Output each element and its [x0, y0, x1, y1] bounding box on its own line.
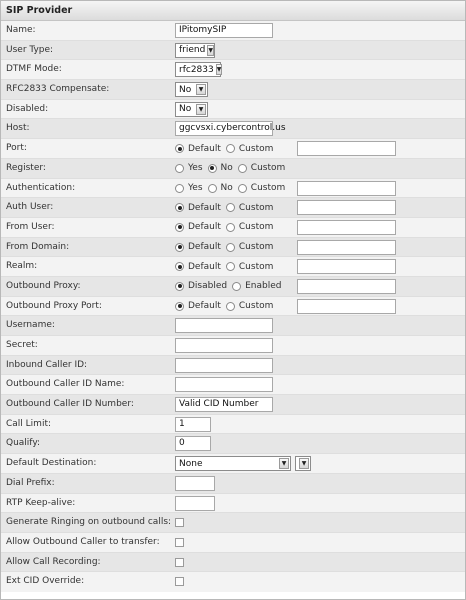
authentication-custom-label: Custom	[250, 183, 286, 193]
register-custom-label: Custom	[250, 163, 286, 174]
from-user-default-label: Default	[188, 222, 221, 233]
chevron-down-icon: ▼	[299, 458, 309, 469]
port-default-radio[interactable]	[175, 144, 184, 153]
row-dial-prefix	[1, 474, 465, 494]
outbound-proxy-label: Outbound Proxy:	[6, 280, 81, 291]
panel-title: SIP Provider	[1, 1, 465, 21]
row-outbound-proxy-port	[1, 297, 465, 317]
row-auth-user	[1, 198, 465, 218]
row-rtp-keep-alive	[1, 494, 465, 514]
row-generate-ringing	[1, 513, 465, 533]
row-authentication	[1, 179, 465, 199]
realm-default-label: Default	[188, 261, 221, 272]
from-user-custom-label: Custom	[238, 222, 274, 233]
dial-prefix-label: Dial Prefix:	[6, 477, 55, 488]
realm-custom-radio[interactable]	[226, 262, 235, 271]
row-allow-call-recording	[1, 553, 465, 573]
from-domain-default-radio[interactable]	[175, 243, 184, 252]
outbound-proxy-port-default-label: Default	[188, 301, 221, 312]
outbound-proxy-port-custom-label: Custom	[238, 301, 274, 312]
row-from-user	[1, 218, 465, 238]
outbound-caller-id-number-input[interactable]: Valid CID Number	[175, 397, 273, 412]
from-user-label: From User:	[6, 221, 55, 232]
from-domain-default-label: Default	[188, 242, 221, 253]
port-label: Port:	[6, 143, 27, 154]
chevron-down-icon: ▼	[216, 66, 222, 74]
secret-input[interactable]	[175, 338, 273, 353]
auth-user-custom-radio[interactable]	[226, 203, 235, 212]
register-yes-radio[interactable]	[175, 164, 184, 173]
disabled-select[interactable]	[175, 102, 208, 117]
dial-prefix-input[interactable]	[175, 476, 215, 491]
outbound-proxy-port-label: Outbound Proxy Port:	[6, 300, 102, 311]
outbound-caller-id-name-input[interactable]	[175, 377, 273, 392]
name-input[interactable]: IPitomySIP	[175, 23, 273, 38]
secret-label: Secret:	[6, 340, 38, 350]
qualify-input[interactable]: 0	[175, 436, 211, 451]
outbound-caller-id-number-label: Outbound Caller ID Number:	[6, 399, 134, 410]
allow-outbound-transfer-checkbox[interactable]	[175, 538, 184, 547]
generate-ringing-checkbox[interactable]	[175, 518, 184, 527]
row-user-type	[1, 41, 465, 61]
rfc2833-compensate-select[interactable]	[175, 82, 208, 97]
user-type-label: User Type:	[6, 44, 54, 55]
row-username	[1, 316, 465, 336]
register-yes-label: Yes	[188, 163, 203, 174]
row-realm	[1, 257, 465, 277]
realm-custom-label: Custom	[238, 261, 274, 272]
rfc2833-compensate-value: No	[179, 84, 192, 95]
row-from-domain	[1, 238, 465, 258]
port-custom-radio[interactable]	[226, 144, 235, 153]
chevron-down-icon: ▼	[279, 458, 289, 469]
outbound-proxy-disabled-label: Disabled	[188, 281, 228, 292]
auth-user-custom-label: Custom	[238, 202, 274, 213]
inbound-caller-id-label: Inbound Caller ID:	[6, 359, 88, 370]
realm-custom-input[interactable]	[297, 259, 396, 274]
realm-label: Realm:	[6, 261, 38, 272]
row-dtmf-mode	[1, 60, 465, 80]
ext-cid-override-label: Ext CID Override:	[6, 576, 85, 587]
qualify-label: Qualify:	[6, 438, 41, 449]
register-no-label: No	[220, 163, 233, 174]
row-qualify	[1, 434, 465, 454]
row-allow-outbound-transfer	[1, 533, 465, 553]
user-type-value: friend	[179, 45, 206, 56]
chevron-down-icon: ▼	[208, 46, 213, 54]
chevron-down-icon: ▼	[196, 104, 206, 115]
register-no-radio[interactable]	[208, 164, 217, 173]
row-rfc2833-compensate	[1, 80, 465, 100]
default-destination-label: Default Destination:	[6, 458, 97, 469]
authentication-yes-label: Yes	[188, 183, 203, 193]
authentication-yes-radio[interactable]	[175, 184, 184, 193]
ext-cid-override-checkbox[interactable]	[175, 577, 184, 586]
disabled-value: No	[179, 104, 192, 115]
outbound-caller-id-name-label: Outbound Caller ID Name:	[6, 379, 125, 390]
host-label: Host:	[6, 123, 30, 134]
name-label: Name:	[6, 25, 36, 35]
user-type-select[interactable]	[175, 43, 215, 58]
from-domain-custom-radio[interactable]	[226, 243, 235, 252]
row-disabled	[1, 100, 465, 120]
host-input[interactable]: ggcvsxi.cybercontrol.us	[175, 121, 273, 136]
auth-user-custom-input[interactable]	[297, 200, 396, 215]
rtp-keep-alive-input[interactable]	[175, 496, 215, 511]
row-outbound-caller-id-number	[1, 395, 465, 415]
default-destination-secondary-select[interactable]	[295, 456, 311, 471]
call-limit-label: Call Limit:	[6, 418, 52, 429]
chevron-down-icon: ▼	[196, 84, 206, 95]
auth-user-default-radio[interactable]	[175, 203, 184, 212]
authentication-custom-input[interactable]	[297, 181, 396, 196]
outbound-proxy-port-custom-radio[interactable]	[226, 302, 235, 311]
from-user-default-radio[interactable]	[175, 223, 184, 232]
allow-outbound-transfer-label: Allow Outbound Caller to transfer:	[6, 536, 160, 547]
disabled-label: Disabled:	[6, 103, 49, 114]
from-user-custom-input[interactable]	[297, 220, 396, 235]
dtmf-mode-label: DTMF Mode:	[6, 64, 62, 75]
row-host	[1, 119, 465, 139]
outbound-proxy-port-default-radio[interactable]	[175, 302, 184, 311]
dtmf-mode-value: rfc2833	[179, 64, 214, 75]
default-destination-value: None	[179, 458, 203, 469]
allow-call-recording-label: Allow Call Recording:	[6, 556, 101, 567]
register-label: Register:	[6, 162, 46, 173]
from-user-custom-radio[interactable]	[226, 223, 235, 232]
outbound-proxy-input[interactable]	[297, 279, 396, 294]
allow-call-recording-checkbox[interactable]	[175, 558, 184, 567]
row-outbound-caller-id-name	[1, 375, 465, 395]
row-name	[1, 21, 465, 41]
authentication-label: Authentication:	[6, 182, 76, 193]
outbound-proxy-port-custom-input[interactable]	[297, 299, 396, 314]
row-call-limit	[1, 415, 465, 435]
rtp-keep-alive-label: RTP Keep-alive:	[6, 497, 76, 508]
row-register	[1, 159, 465, 179]
from-domain-custom-input[interactable]	[297, 240, 396, 255]
auth-user-label: Auth User:	[6, 202, 54, 213]
from-domain-custom-label: Custom	[238, 242, 274, 253]
row-inbound-caller-id	[1, 356, 465, 376]
port-custom-input[interactable]	[297, 141, 396, 156]
row-secret	[1, 336, 465, 356]
register-custom-radio[interactable]	[238, 164, 247, 173]
port-default-label: Default	[188, 143, 221, 154]
authentication-custom-radio[interactable]	[238, 184, 247, 193]
generate-ringing-label: Generate Ringing on outbound calls:	[6, 517, 172, 528]
rfc2833-compensate-label: RFC2833 Compensate:	[6, 84, 110, 95]
from-domain-label: From Domain:	[6, 241, 70, 252]
realm-default-radio[interactable]	[175, 262, 184, 271]
inbound-caller-id-input[interactable]	[175, 358, 273, 373]
username-input[interactable]	[175, 318, 273, 333]
outbound-proxy-disabled-radio[interactable]	[175, 282, 184, 291]
default-destination-select[interactable]	[175, 456, 291, 471]
row-default-destination	[1, 454, 465, 474]
outbound-proxy-enabled-label: Enabled	[245, 281, 282, 292]
authentication-no-label: No	[220, 183, 233, 193]
outbound-proxy-enabled-radio[interactable]	[232, 282, 241, 291]
row-port	[1, 139, 465, 159]
call-limit-input[interactable]: 1	[175, 417, 211, 432]
authentication-no-radio[interactable]	[208, 184, 217, 193]
username-label: Username:	[6, 320, 55, 331]
row-ext-cid-override	[1, 572, 465, 592]
auth-user-default-label: Default	[188, 202, 221, 213]
dtmf-mode-select[interactable]	[175, 62, 221, 77]
port-custom-label: Custom	[238, 143, 274, 154]
row-outbound-proxy	[1, 277, 465, 297]
